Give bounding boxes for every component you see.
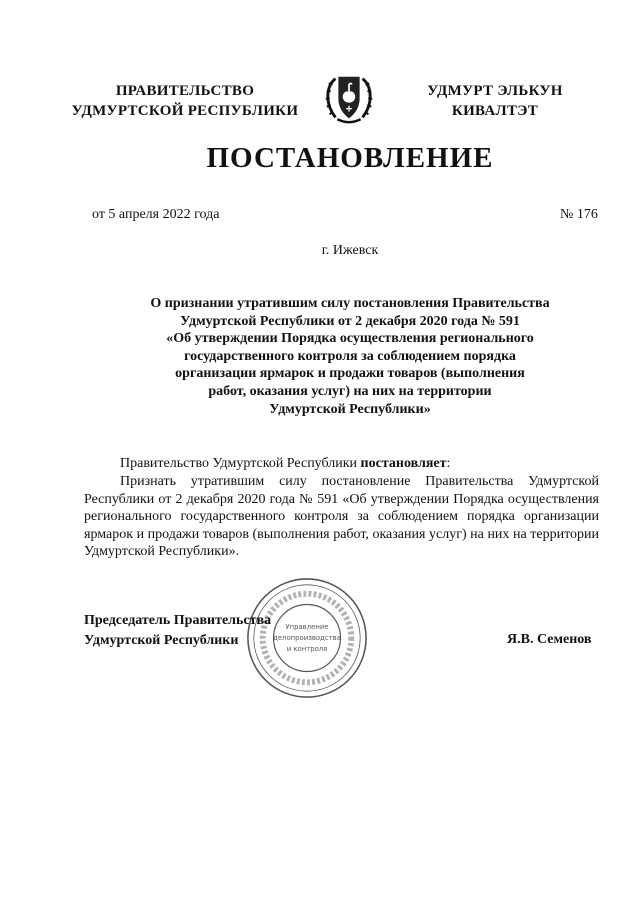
header-left-line-2: УДМУРТСКОЙ РЕСПУБЛИКИ (71, 103, 299, 119)
seal-line-1: Управление (285, 623, 329, 632)
document-subject (110, 295, 590, 418)
body-intro (84, 455, 599, 473)
subject-line: организации ярмарок и продажи товаров (выполнения (175, 366, 525, 382)
header-government-name (60, 81, 310, 121)
document-title: ПОСТАНОВЛЕНИЕ (206, 142, 494, 174)
header-left-line-1: ПРАВИТЕЛЬСТВО (115, 83, 255, 99)
subject-line: работ, оказания услуг) на них на территории (208, 383, 492, 399)
header-right-line-2: КИВАЛТЭТ (451, 103, 539, 119)
intro-text: Правительство Удмуртской Республики (120, 456, 361, 471)
intro-colon: : (446, 456, 451, 471)
subject-line: О признании утратившим силу постановления Правительства (150, 296, 550, 311)
header-udmurt-name (410, 81, 580, 121)
subject-line: Удмуртской Республики от 2 декабря 2020 года № 591 (180, 313, 520, 329)
signatory-position-line-1: Председатель Правительства (84, 613, 272, 628)
body-paragraph: Признать утратившим силу постановление Правительства Удмуртской Республики от 2 декабря 2020 года № 591 «Об утверждении Порядка осуществления регионального государственного контроля за соблюдением порядка организации ярмарок и продажи товаров (выполнения работ, оказания услуг) на них на территории Удмуртской Республики». (84, 474, 599, 560)
intro-decree-word: постановляет (360, 456, 447, 471)
seal-line-2: делопроизводства (273, 633, 341, 642)
document-date: от 5 апреля 2022 года (92, 207, 220, 222)
coat-of-arms-icon (320, 69, 378, 127)
subject-line: государственного контроля за соблюдением порядка (184, 348, 516, 364)
signatory-position (84, 611, 271, 651)
header-right-line-1: УДМУРТ ЭЛЬКУН (427, 83, 563, 99)
document-number: № 176 (560, 207, 598, 222)
subject-line: «Об утверждении Порядка осуществления регионального (166, 331, 534, 347)
signatory-name: Я.В. Семенов (507, 632, 592, 647)
document-city: г. Ижевск (321, 243, 379, 258)
seal-line-3: и контроля (286, 644, 328, 653)
subject-line: Удмуртской Республики» (269, 401, 431, 417)
signatory-position-line-2: Удмуртской Республики (84, 633, 239, 648)
